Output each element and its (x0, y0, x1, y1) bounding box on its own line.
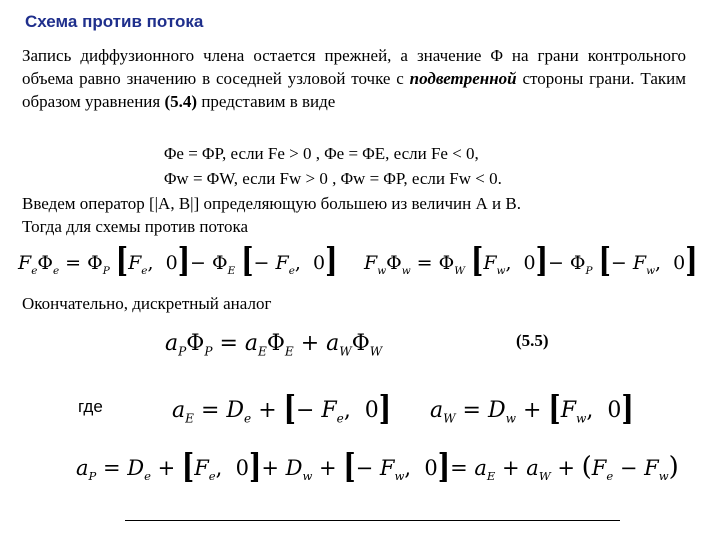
condition-line-2: Φw = ΦW, если Fw > 0 , Φw = ΦP, если Fw < 0. (164, 169, 502, 188)
equation-number: (5.5) (516, 331, 549, 350)
coefficient-aW: $a_W = D_w + [F_w$, 0] (430, 389, 634, 429)
footer-divider (125, 520, 620, 521)
paragraph-text-2: стороны грани. Таким образом уравнения (22, 69, 686, 111)
coefficient-aE: $a_E = D_e$ + [− $F_e$, 0] (172, 389, 392, 429)
paragraph-text-3: представим в виде (197, 92, 336, 111)
flux-equation-west: $F_w\Phi_w = \Phi_W$ [$F_w$, $0]- \Phi_P$ [− $F_w$, 0] (364, 241, 698, 281)
upwind-intro: Тогда для схемы против потока (22, 217, 249, 236)
flux-equation-east: $F_e\Phi_e = \Phi_P$ [$F_e$, $0]- \Phi_E$ [− $F_e$, 0] (18, 241, 338, 281)
operator-definition: Введем оператор [|A, B|] определяющую большею из величин А и В. (22, 194, 521, 213)
paragraph-text-1: Запись диффузионного члена остается прежней, а значение Φ на грани контрольного объема равно значению в соседней узловой точке с (22, 46, 686, 88)
equation-reference: (5.4) (164, 92, 198, 111)
final-intro: Окончательно, дискретный аналог (22, 294, 272, 313)
discrete-analog-equation: $a_P\Phi_P = a_E\Phi_E + a_W\Phi_W$ (165, 331, 383, 359)
slide-title: Схема против потока (25, 12, 204, 31)
intro-paragraph (22, 44, 686, 113)
condition-line-1: Φe = ΦP, если Fe > 0 , Φe = ΦE, если Fe < 0, (164, 144, 479, 163)
coefficient-aP: $a_P = D_e + [F_e$, $0]+ D_w$ + [− $F_w$, $0]= a_E + a_W + (F_e - F_w)$ (76, 447, 679, 487)
paragraph-emphasis: подветренной (409, 69, 517, 88)
where-label: где (78, 397, 103, 416)
